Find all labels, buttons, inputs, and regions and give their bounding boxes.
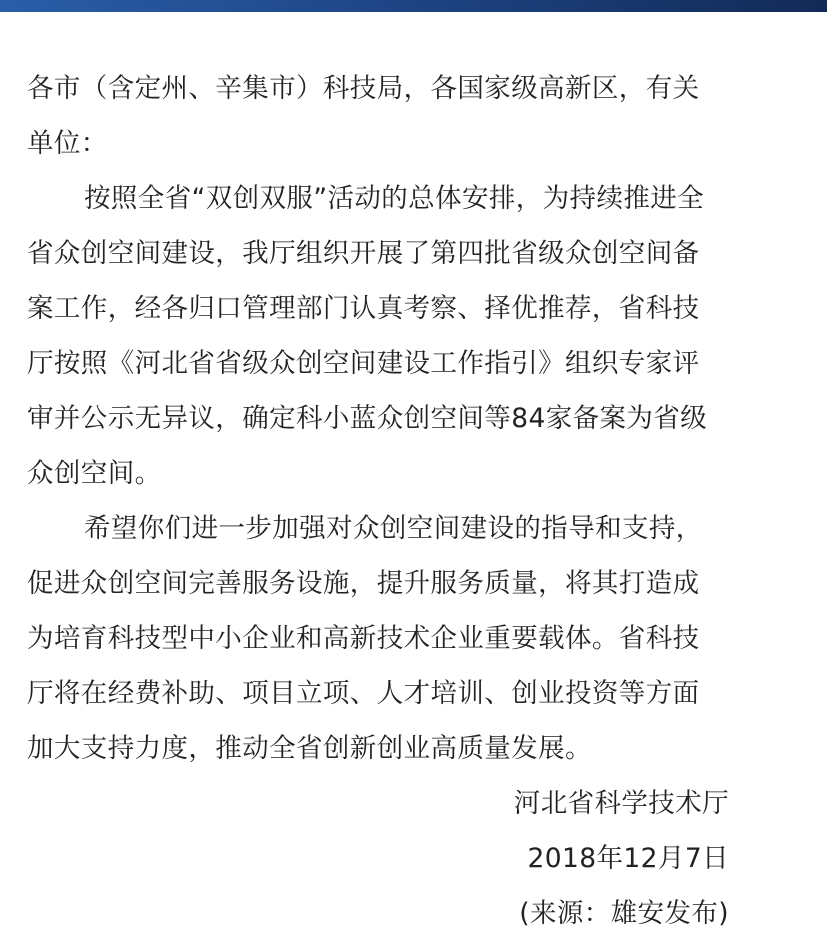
paragraph-line: 厅将在经费补助、项目立项、人才培训、创业投资等方面 bbox=[27, 678, 700, 709]
paragraph-line: 促进众创空间完善服务设施，提升服务质量，将其打造成 bbox=[27, 568, 700, 599]
signature: 河北省科学技术厅 bbox=[513, 788, 729, 819]
paragraph-line: 省众创空间建设，我厅组织开展了第四批省级众创空间备 bbox=[27, 238, 700, 269]
top-accent-bar bbox=[0, 0, 827, 12]
paragraph-line: 案工作，经各归口管理部门认真考察、择优推荐，省科技 bbox=[27, 293, 700, 324]
date: 2018年12月7日 bbox=[527, 843, 729, 874]
paragraph-line: 审并公示无异议，确定科小蓝众创空间等84家备案为省级 bbox=[27, 403, 708, 434]
source-note: (来源：雄安发布) bbox=[519, 898, 729, 929]
paragraph-line: 厅按照《河北省省级众创空间建设工作指引》组织专家评 bbox=[27, 348, 700, 379]
paragraph-line: 众创空间。 bbox=[27, 458, 162, 489]
paragraph-line: 按照全省“双创双服”活动的总体安排，为持续推进全 bbox=[84, 183, 705, 214]
paragraph-line: 加大支持力度，推动全省创新创业高质量发展。 bbox=[27, 733, 592, 764]
salutation-line: 单位： bbox=[27, 128, 108, 159]
salutation-line: 各市（含定州、辛集市）科技局，各国家级高新区，有关 bbox=[27, 73, 700, 104]
notice-article bbox=[27, 61, 729, 941]
paragraph-line: 为培育科技型中小企业和高新技术企业重要载体。省科技 bbox=[27, 623, 700, 654]
paragraph-line: 希望你们进一步加强对众创空间建设的指导和支持， bbox=[84, 513, 703, 544]
